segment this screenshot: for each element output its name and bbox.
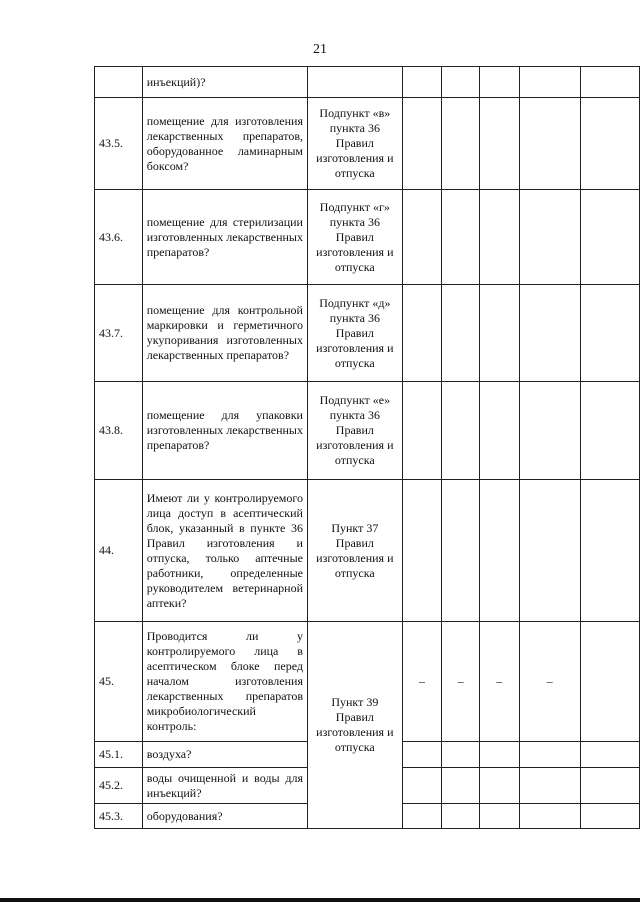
- answer-cell: [442, 804, 480, 829]
- answer-cell: [402, 804, 442, 829]
- answer-cell: [519, 98, 580, 190]
- note-cell: [580, 382, 639, 480]
- legal-reference: Подпункт «в» пункта 36 Правил изготовления и отпуска: [307, 98, 402, 190]
- answer-cell: [402, 382, 442, 480]
- dash-mark: –: [479, 622, 519, 742]
- answer-cell: [479, 285, 519, 382]
- legal-reference: Пункт 37 Правил изготовления и отпуска: [307, 480, 402, 622]
- answer-cell: [479, 768, 519, 804]
- item-number: 43.5.: [95, 98, 143, 190]
- note-cell: [580, 67, 639, 98]
- answer-cell: [479, 742, 519, 768]
- item-number: 45.3.: [95, 804, 143, 829]
- answer-cell: [442, 98, 480, 190]
- question-text: помещение для изготовления лекарственных препаратов, оборудованное ламинарным боксом?: [142, 98, 307, 190]
- question-text: помещение для упаковки изготовленных лекарственных препаратов?: [142, 382, 307, 480]
- table-row: [95, 382, 640, 480]
- table-row: [95, 480, 640, 622]
- item-number: 43.6.: [95, 190, 143, 285]
- item-number: [95, 67, 143, 98]
- answer-cell: [402, 67, 442, 98]
- note-cell: [580, 622, 639, 742]
- note-cell: [580, 285, 639, 382]
- table-row: [95, 622, 640, 742]
- answer-cell: [442, 285, 480, 382]
- table-row: [95, 98, 640, 190]
- note-cell: [580, 804, 639, 829]
- note-cell: [580, 190, 639, 285]
- answer-cell: [442, 480, 480, 622]
- table-row: [95, 190, 640, 285]
- answer-cell: [402, 98, 442, 190]
- item-number: 45.2.: [95, 768, 143, 804]
- answer-cell: [479, 804, 519, 829]
- answer-cell: [479, 67, 519, 98]
- dash-mark: –: [519, 622, 580, 742]
- legal-reference: [307, 67, 402, 98]
- note-cell: [580, 480, 639, 622]
- scan-edge-bar: [0, 898, 640, 902]
- item-number: 45.: [95, 622, 143, 742]
- table-row: [95, 285, 640, 382]
- question-text: оборудования?: [142, 804, 307, 829]
- note-cell: [580, 98, 639, 190]
- answer-cell: [442, 742, 480, 768]
- answer-cell: [519, 382, 580, 480]
- note-cell: [580, 742, 639, 768]
- answer-cell: [479, 98, 519, 190]
- answer-cell: [442, 382, 480, 480]
- answer-cell: [479, 190, 519, 285]
- answer-cell: [519, 190, 580, 285]
- legal-reference: Подпункт «г» пункта 36 Правил изготовления и отпуска: [307, 190, 402, 285]
- item-number: 43.7.: [95, 285, 143, 382]
- question-text: воды очищенной и воды для инъекций?: [142, 768, 307, 804]
- legal-reference: Подпункт «е» пункта 36 Правил изготовления и отпуска: [307, 382, 402, 480]
- legal-reference: Пункт 39 Правил изготовления и отпуска: [307, 622, 402, 829]
- checklist-table: [94, 66, 640, 829]
- legal-reference: Подпункт «д» пункта 36 Правил изготовления и отпуска: [307, 285, 402, 382]
- dash-mark: –: [402, 622, 442, 742]
- answer-cell: [479, 382, 519, 480]
- answer-cell: [479, 480, 519, 622]
- table-row: [95, 67, 640, 98]
- question-text: Имеют ли у контролируемого лица доступ в асептический блок, указанный в пункте 36 Правил изготовления и отпуска, только аптечные работники, определенные руководителем ветеринарной аптеки?: [142, 480, 307, 622]
- answer-cell: [402, 285, 442, 382]
- question-text: инъекций)?: [142, 67, 307, 98]
- answer-cell: [442, 768, 480, 804]
- question-text: помещение для стерилизации изготовленных лекарственных препаратов?: [142, 190, 307, 285]
- item-number: 45.1.: [95, 742, 143, 768]
- answer-cell: [402, 742, 442, 768]
- question-text: воздуха?: [142, 742, 307, 768]
- answer-cell: [442, 67, 480, 98]
- answer-cell: [519, 742, 580, 768]
- answer-cell: [402, 190, 442, 285]
- answer-cell: [402, 480, 442, 622]
- answer-cell: [519, 480, 580, 622]
- item-number: 43.8.: [95, 382, 143, 480]
- question-text: Проводится ли у контролируемого лица в асептическом блоке перед началом изготовления лекарственных препаратов микробиологический контроль:: [142, 622, 307, 742]
- note-cell: [580, 768, 639, 804]
- answer-cell: [519, 285, 580, 382]
- answer-cell: [442, 190, 480, 285]
- answer-cell: [519, 804, 580, 829]
- answer-cell: [402, 768, 442, 804]
- answer-cell: [519, 768, 580, 804]
- dash-mark: –: [442, 622, 480, 742]
- question-text: помещение для контрольной маркировки и герметичного укупоривания изготовленных лекарственных препаратов?: [142, 285, 307, 382]
- answer-cell: [519, 67, 580, 98]
- item-number: 44.: [95, 480, 143, 622]
- page-number: 21: [313, 42, 327, 57]
